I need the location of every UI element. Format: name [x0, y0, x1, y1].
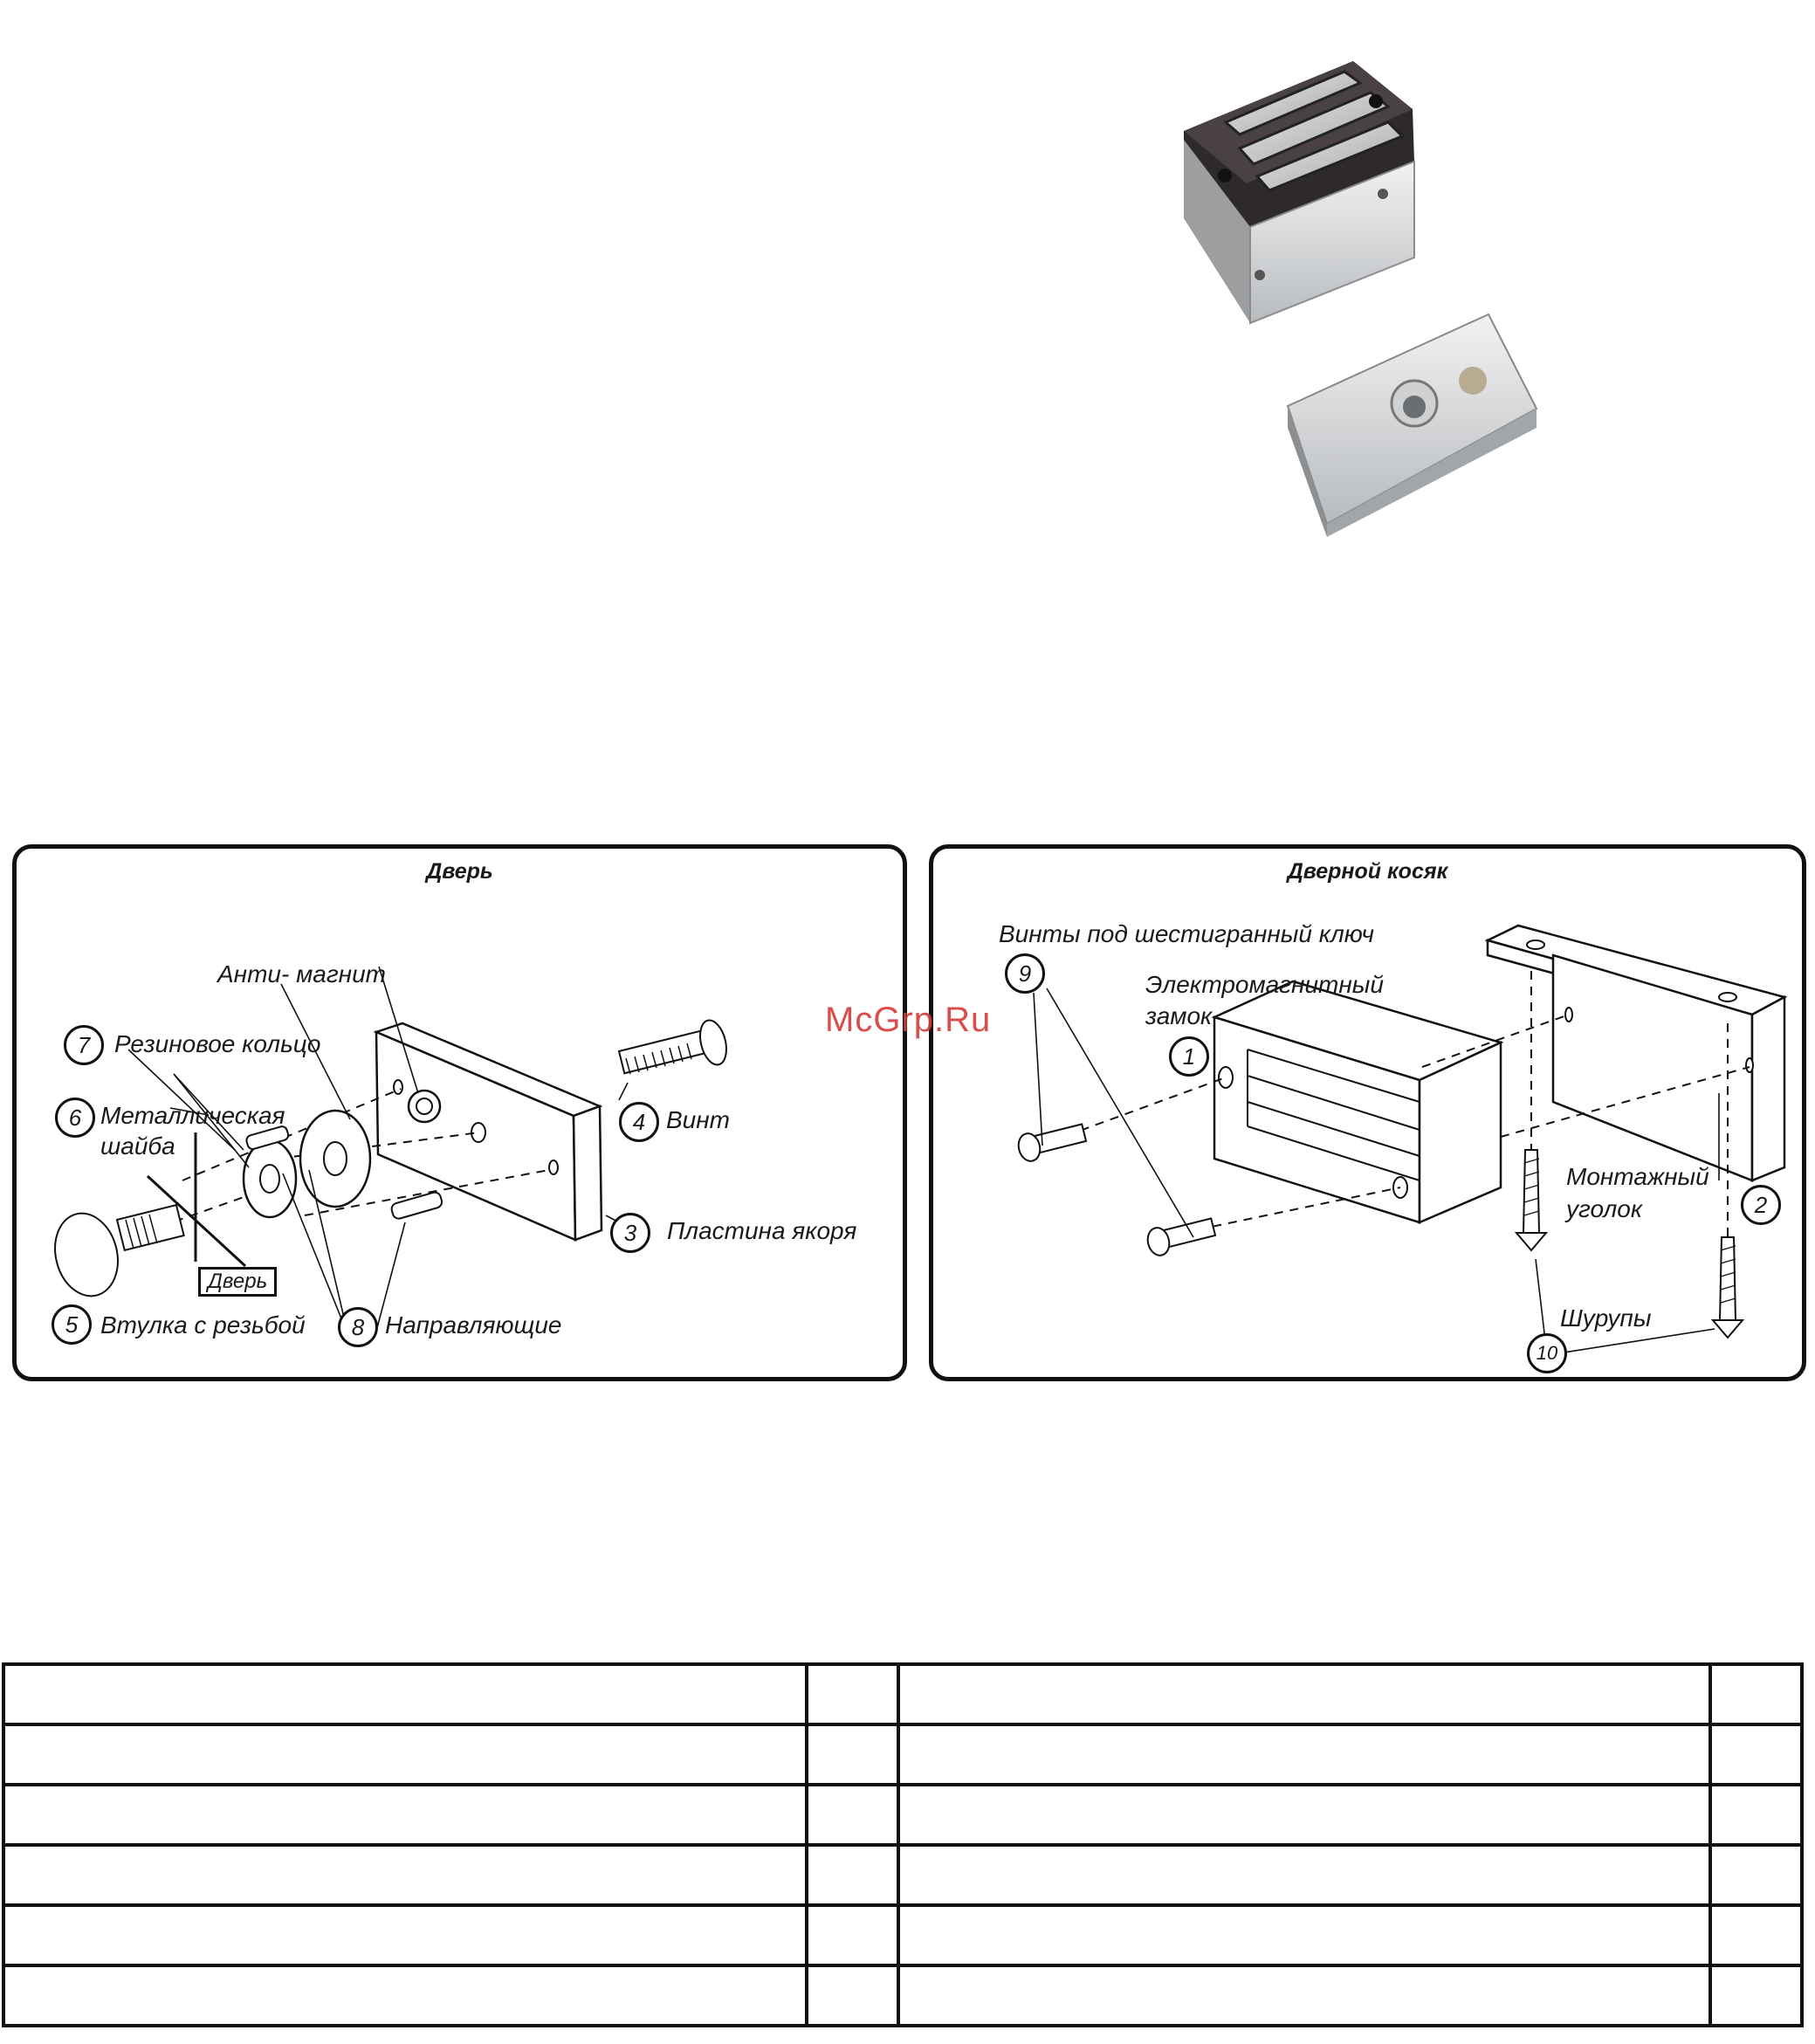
maglock-label-1: Электромагнитный — [1145, 971, 1384, 998]
table-cell — [898, 1905, 1710, 1965]
rubber-ring-label: Резиновое кольцо — [114, 1030, 321, 1057]
door-panel-title: Дверь — [426, 859, 493, 884]
table-cell — [807, 1785, 898, 1845]
callout-6: 6 — [55, 1098, 95, 1138]
table-cell — [3, 1724, 807, 1785]
table-cell — [807, 1905, 898, 1965]
watermark: McGrp.Ru — [825, 1001, 992, 1039]
table-cell — [807, 1664, 898, 1724]
table-cell — [898, 1965, 1710, 2026]
table-cell — [1710, 1724, 1802, 1785]
table-cell — [3, 1845, 807, 1905]
mount-bracket-label-2: уголок — [1566, 1195, 1643, 1222]
callout-5: 5 — [52, 1304, 92, 1345]
parts-table — [2, 1662, 1804, 2027]
callout-10: 10 — [1527, 1333, 1567, 1373]
callout-2: 2 — [1741, 1185, 1781, 1225]
frame-assembly-panel — [929, 844, 1806, 1381]
table-cell — [807, 1965, 898, 2026]
table-row — [3, 1785, 1802, 1845]
table-row — [3, 1905, 1802, 1965]
table-cell — [898, 1724, 1710, 1785]
guides-label: Направляющие — [385, 1311, 562, 1339]
table-cell — [1710, 1664, 1802, 1724]
door-box-label: Дверь — [198, 1267, 277, 1297]
armature-plate-label: Пластина якоря — [667, 1217, 857, 1244]
hex-screws-label: Винты под шестигранный ключ — [999, 920, 1375, 947]
door-assembly-panel — [12, 844, 907, 1381]
table-cell — [3, 1785, 807, 1845]
table-cell — [1710, 1965, 1802, 2026]
table-row — [3, 1724, 1802, 1785]
table-cell — [1710, 1905, 1802, 1965]
callout-3: 3 — [610, 1213, 650, 1253]
maglock-label-2: замок — [1145, 1002, 1213, 1029]
callout-8: 8 — [338, 1307, 378, 1347]
table-cell — [807, 1845, 898, 1905]
threaded-bushing-label: Втулка с резьбой — [100, 1311, 306, 1339]
table-cell — [807, 1724, 898, 1785]
table-cell — [898, 1845, 1710, 1905]
screw-label: Винт — [666, 1106, 730, 1133]
table-cell — [1710, 1785, 1802, 1845]
metal-washer-label-1: Металлическая — [100, 1102, 285, 1129]
mount-bracket-label-1: Монтажный — [1566, 1163, 1709, 1190]
callout-4: 4 — [619, 1102, 659, 1142]
table-row — [3, 1664, 1802, 1724]
frame-panel-title: Дверной косяк — [1287, 859, 1448, 884]
anti-magnet-label: Анти- магнит — [217, 960, 386, 988]
metal-washer-label-2: шайба — [100, 1132, 175, 1160]
table-row — [3, 1965, 1802, 2026]
table-cell — [3, 1965, 807, 2026]
callout-9: 9 — [1005, 953, 1045, 994]
wood-screws-label: Шурупы — [1560, 1304, 1652, 1332]
table-cell — [898, 1785, 1710, 1845]
table-cell — [898, 1664, 1710, 1724]
table-cell — [1710, 1845, 1802, 1905]
maglock-photo-icon — [1170, 44, 1694, 541]
callout-7: 7 — [64, 1025, 104, 1065]
table-cell — [3, 1664, 807, 1724]
table-cell — [3, 1905, 807, 1965]
callout-1: 1 — [1169, 1036, 1209, 1077]
table-row — [3, 1845, 1802, 1905]
